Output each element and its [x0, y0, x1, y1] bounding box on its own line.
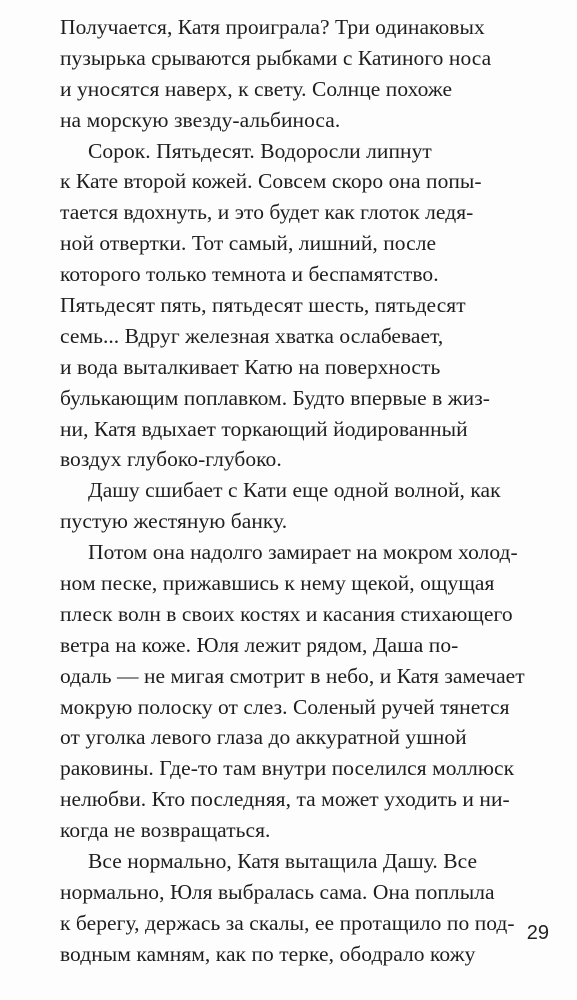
- text-line: ном песке, прижавшись к нему щекой, ощущая: [60, 571, 495, 596]
- text-line: к берегу, держась за скалы, ее протащило по под-: [60, 910, 515, 935]
- text-line: и вода выталкивает Катю на поверхность: [60, 354, 441, 379]
- text-line: мокрую полоску от слез. Соленый ручей тянется: [60, 694, 510, 719]
- text-line: ветра на коже. Юля лежит рядом, Даша по-: [60, 632, 459, 657]
- text-line: плеск волн в своих костях и касания стихающего: [60, 601, 513, 626]
- page-body-text: [60, 12, 560, 970]
- text-line: ни, Катя вдыхает торкающий йодированный: [60, 416, 468, 441]
- text-line: ной отвертки. Тот самый, лишний, после: [60, 231, 437, 256]
- text-line: к Кате второй кожей. Совсем скоро она попы-: [60, 169, 482, 194]
- text-line: пузырька срываются рыбками с Катиного носа: [60, 45, 492, 70]
- text-line: которого только темнота и беспамятство.: [60, 262, 439, 287]
- text-line: Пятьдесят пять, пятьдесят шесть, пятьдесят: [60, 293, 466, 318]
- text-line: Получается, Катя проиграла? Три одинаковых: [60, 15, 485, 39]
- text-line: и уносятся наверх, к свету. Солнце похоже: [60, 76, 453, 101]
- text-line: семь... Вдруг железная хватка ослабевает,: [60, 323, 444, 348]
- text-line: одаль — не мигая смотрит в небо, и Катя замечает: [60, 663, 525, 688]
- text-line: нормально, Юля выбралась сама. Она поплыла: [60, 879, 495, 904]
- text-line: Дашу сшибает с Кати еще одной волной, как: [88, 478, 501, 503]
- text-line: от уголка левого глаза до аккуратной ушной: [60, 725, 467, 750]
- text-line: воздух глубоко-глубоко.: [60, 447, 282, 472]
- text-line: нелюбви. Кто последняя, та может уходить и ни-: [60, 787, 510, 812]
- text-line: водным камням, как по терке, ободрало кожу: [60, 941, 476, 966]
- text-line: пустую жестяную банку.: [60, 509, 288, 534]
- page-number: 29: [526, 922, 549, 944]
- text-line: Сорок. Пятьдесят. Водоросли липнут: [88, 138, 432, 163]
- text-line: тается вдохнуть, и это будет как глоток ледя-: [60, 200, 474, 225]
- text-line: булькающим поплавком. Будто впервые в жиз-: [60, 385, 490, 410]
- text-line: раковины. Где-то там внутри поселился моллюск: [60, 756, 515, 781]
- text-line: Потом она надолго замирает на мокром холод-: [88, 540, 518, 565]
- text-line: на морскую звезду-альбиноса.: [60, 107, 341, 132]
- text-line: Все нормально, Катя вытащила Дашу. Все: [88, 849, 478, 874]
- text-line: когда не возвращаться.: [60, 818, 271, 843]
